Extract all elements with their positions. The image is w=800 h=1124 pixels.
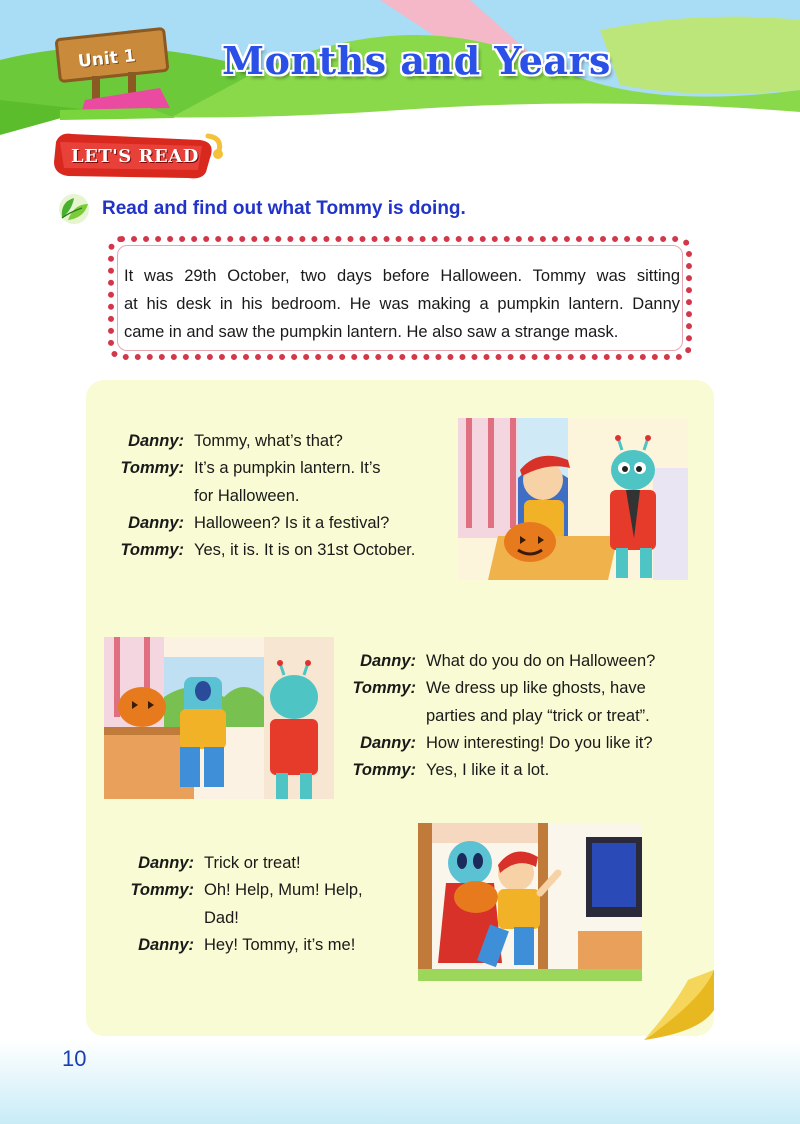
dialogue-line	[108, 428, 415, 455]
speaker-label: Danny:	[128, 432, 184, 450]
dialogue-text: Halloween? Is it a festival?	[194, 513, 390, 532]
illustration-trick-or-treat	[418, 823, 642, 981]
dialogue-text: Trick or treat!	[204, 854, 301, 872]
dialogue-text: Yes, it is. It is on 31st October.	[194, 541, 416, 560]
dialogue-text: What do you do on Halloween?	[426, 652, 656, 670]
speaker-label: Danny:	[128, 513, 184, 532]
speaker-label: Danny:	[138, 854, 194, 872]
dialogue-line	[108, 537, 415, 564]
dialogue-text: Oh! Help, Mum! Help,	[204, 881, 363, 900]
illustration-tommy-mask	[104, 637, 334, 799]
dialogue-block-2	[340, 648, 655, 784]
speaker-label: Tommy:	[130, 881, 194, 900]
dialogue-text: Hey! Tommy, it’s me!	[204, 935, 356, 954]
speaker-label: Danny:	[360, 733, 416, 752]
dialogue-line	[108, 483, 415, 510]
dialogue-text: Tommy, what’s that?	[194, 432, 343, 450]
page-number: 10	[62, 1046, 87, 1071]
unit-label: Unit 1	[77, 46, 137, 72]
dialogue-line	[108, 455, 415, 482]
dialogue-line	[118, 932, 363, 959]
speaker-label: Tommy:	[120, 541, 184, 560]
dialogue-line	[340, 648, 655, 675]
speaker-label	[340, 703, 426, 730]
illustration-tommy-pumpkin	[458, 418, 688, 580]
dialogue-text: Yes, I like it a lot.	[426, 761, 550, 780]
intro-line: at his desk in his bedroom. He was making a pumpkin lantern. Danny	[124, 295, 680, 313]
dialogue-block-1	[108, 428, 415, 564]
speaker-label	[108, 483, 194, 510]
dialogue-line	[340, 730, 655, 757]
leaf-icon	[52, 192, 96, 226]
dialogue-line	[108, 510, 415, 537]
dialogue-text: for Halloween.	[194, 486, 300, 505]
dialogue-text: It’s a pumpkin lantern. It’s	[194, 459, 381, 478]
dialogue-line	[340, 675, 655, 702]
speaker-label: Tommy:	[120, 459, 184, 478]
dialogue-text: We dress up like ghosts, have	[426, 679, 646, 698]
speaker-label: Danny:	[360, 652, 416, 670]
intro-line: It was 29th October, two days before Halloween. Tommy was sitting	[124, 267, 680, 285]
intro-paragraph	[124, 262, 680, 346]
speaker-label: Danny:	[138, 935, 194, 954]
dialogue-text: parties and play “trick or treat”.	[426, 706, 650, 725]
speaker-label: Tommy:	[352, 761, 416, 780]
speaker-label: Tommy:	[352, 679, 416, 698]
dialogue-line	[118, 850, 363, 877]
dialogue-text: How interesting! Do you like it?	[426, 733, 653, 752]
page-title: Months and Years	[222, 38, 611, 83]
dialogue-line	[118, 905, 363, 932]
dialogue-line	[118, 877, 363, 904]
dialogue-block-3	[118, 850, 363, 959]
instruction-text: Read and find out what Tommy is doing.	[102, 198, 466, 219]
dialogue-line	[340, 703, 655, 730]
intro-line: came in and saw the pumpkin lantern. He also saw a strange mask.	[124, 323, 619, 341]
dialogue-line	[340, 757, 655, 784]
bottom-band	[0, 1040, 800, 1124]
speaker-label	[118, 905, 204, 932]
lets-read-label: LET'S READ	[71, 146, 199, 167]
page-curl	[640, 970, 720, 1042]
dialogue-text: Dad!	[204, 908, 239, 927]
